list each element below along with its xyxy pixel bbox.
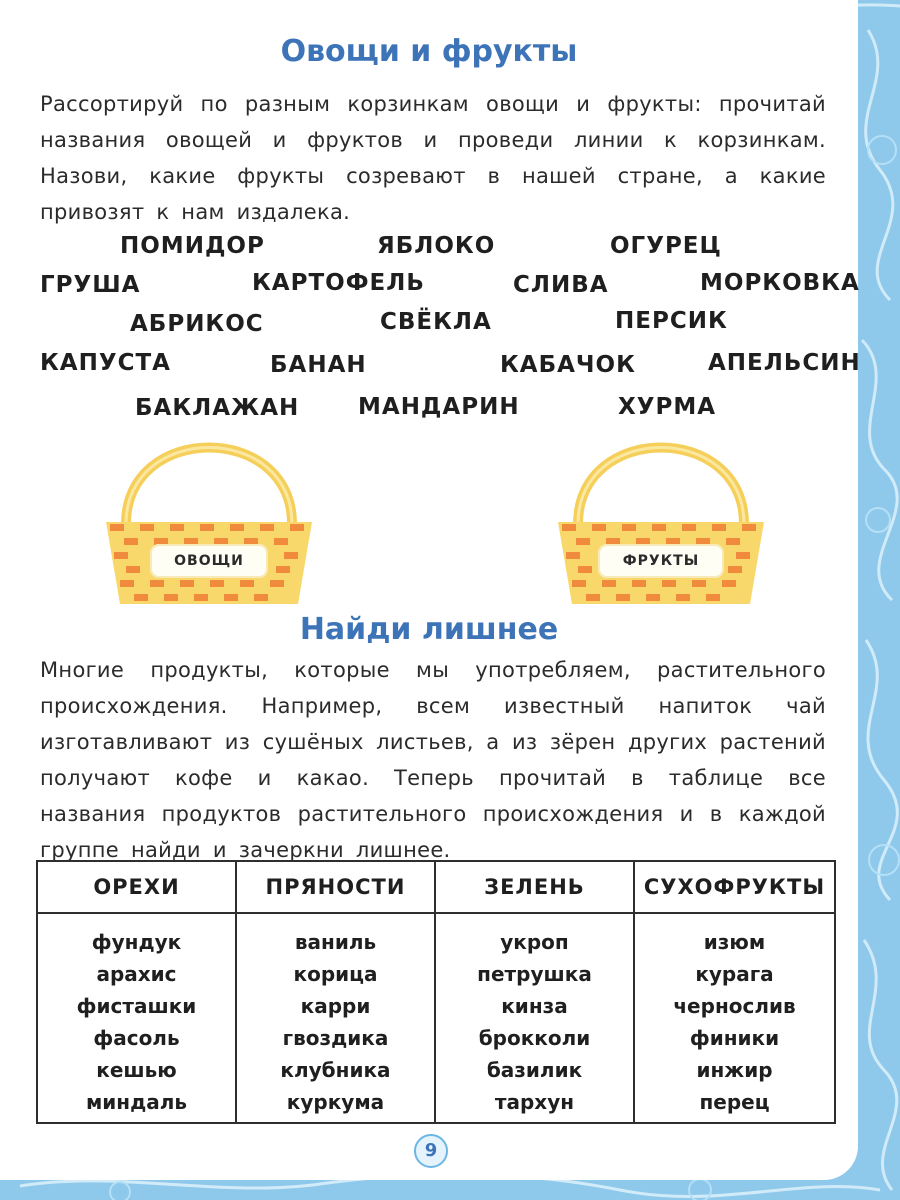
table-item[interactable]: изюм (703, 930, 766, 954)
table-item[interactable]: финики (689, 1026, 780, 1050)
section-title-find-odd: Найди лишнее (299, 612, 559, 647)
word-item[interactable]: КАБАЧОК (500, 352, 636, 378)
page-number: 9 (414, 1134, 448, 1168)
table-item[interactable]: кешью (96, 1058, 177, 1082)
table-item[interactable]: куркума (286, 1090, 385, 1114)
table-item[interactable]: фасоль (93, 1026, 180, 1050)
table-item[interactable]: корица (293, 962, 378, 986)
word-item[interactable]: ЯБЛОКО (377, 233, 496, 259)
table-header-dried-fruits: СУХОФРУКТЫ (635, 862, 834, 914)
table-item[interactable]: чернослив (673, 994, 796, 1018)
table-item[interactable]: инжир (696, 1058, 773, 1082)
table-column-nuts (38, 914, 237, 1122)
table-header-nuts: ОРЕХИ (38, 862, 237, 914)
word-item[interactable]: ПОМИДОР (120, 233, 265, 259)
word-item[interactable]: МОРКОВКА (700, 270, 860, 296)
table-item[interactable]: перец (699, 1090, 770, 1114)
table-column-spices (237, 914, 436, 1122)
find-odd-paragraph: Многие продукты, которые мы употребляем, растительного происхождения. Например, всем известный напиток чай изготавливают из сушёных листьев, а из зёрен других растений получают кофе и какао. Теперь прочитай в таблице все названия продуктов растительного происхождения и в каждой группе найди и зачеркни лишнее. (40, 658, 826, 862)
table-item[interactable]: клубника (280, 1058, 391, 1082)
word-item[interactable]: АПЕЛЬСИН (708, 350, 861, 376)
fruits-basket[interactable] (556, 432, 766, 610)
basket-icon (556, 432, 766, 610)
word-item[interactable]: ОГУРЕЦ (610, 233, 722, 259)
section-title-vegetables-fruits: Овощи и фрукты (280, 34, 578, 69)
word-item[interactable]: БАНАН (270, 352, 367, 378)
word-item[interactable]: СЛИВА (513, 272, 609, 298)
word-item[interactable]: ПЕРСИК (615, 308, 728, 334)
word-item[interactable]: АБРИКОС (130, 311, 264, 337)
table-item[interactable]: кинза (501, 994, 568, 1018)
word-item[interactable]: КАПУСТА (40, 350, 171, 376)
word-item[interactable]: ГРУША (40, 272, 141, 298)
table-item[interactable]: петрушка (477, 962, 592, 986)
table-header-greens: ЗЕЛЕНЬ (436, 862, 635, 914)
word-item[interactable]: МАНДАРИН (358, 394, 520, 420)
word-item[interactable]: БАКЛАЖАН (135, 395, 300, 421)
table-item[interactable]: гвоздика (282, 1026, 389, 1050)
word-item[interactable]: СВЁКЛА (380, 309, 492, 335)
instructions-paragraph: Рассортируй по разным корзинкам овощи и фрукты: прочитай названия овощей и фруктов и проведи линии к корзинкам. Назови, какие фрукты созревают в нашей стране, а какие привозят к нам издалека. (40, 92, 826, 224)
table-item[interactable]: арахис (96, 962, 177, 986)
table-item[interactable]: тархун (494, 1090, 575, 1114)
word-item[interactable]: ХУРМА (618, 394, 717, 420)
vegetables-basket[interactable] (104, 432, 314, 610)
basket-label-fruits: ФРУКТЫ (598, 544, 724, 578)
table-item[interactable]: укроп (500, 930, 569, 954)
word-item[interactable]: КАРТОФЕЛЬ (252, 270, 425, 296)
table-item[interactable]: курага (695, 962, 774, 986)
table-item[interactable]: карри (300, 994, 371, 1018)
table-item[interactable]: базилик (486, 1058, 583, 1082)
table-item[interactable]: фундук (91, 930, 182, 954)
products-table (36, 860, 836, 1124)
table-item[interactable]: брокколи (478, 1026, 591, 1050)
table-column-greens (436, 914, 635, 1122)
table-column-dried-fruits (635, 914, 834, 1122)
table-item[interactable]: фисташки (76, 994, 197, 1018)
table-item[interactable]: ваниль (294, 930, 377, 954)
basket-icon (104, 432, 314, 610)
table-item[interactable]: миндаль (85, 1090, 188, 1114)
basket-label-vegetables: ОВОЩИ (150, 544, 268, 578)
table-header-spices: ПРЯНОСТИ (237, 862, 436, 914)
